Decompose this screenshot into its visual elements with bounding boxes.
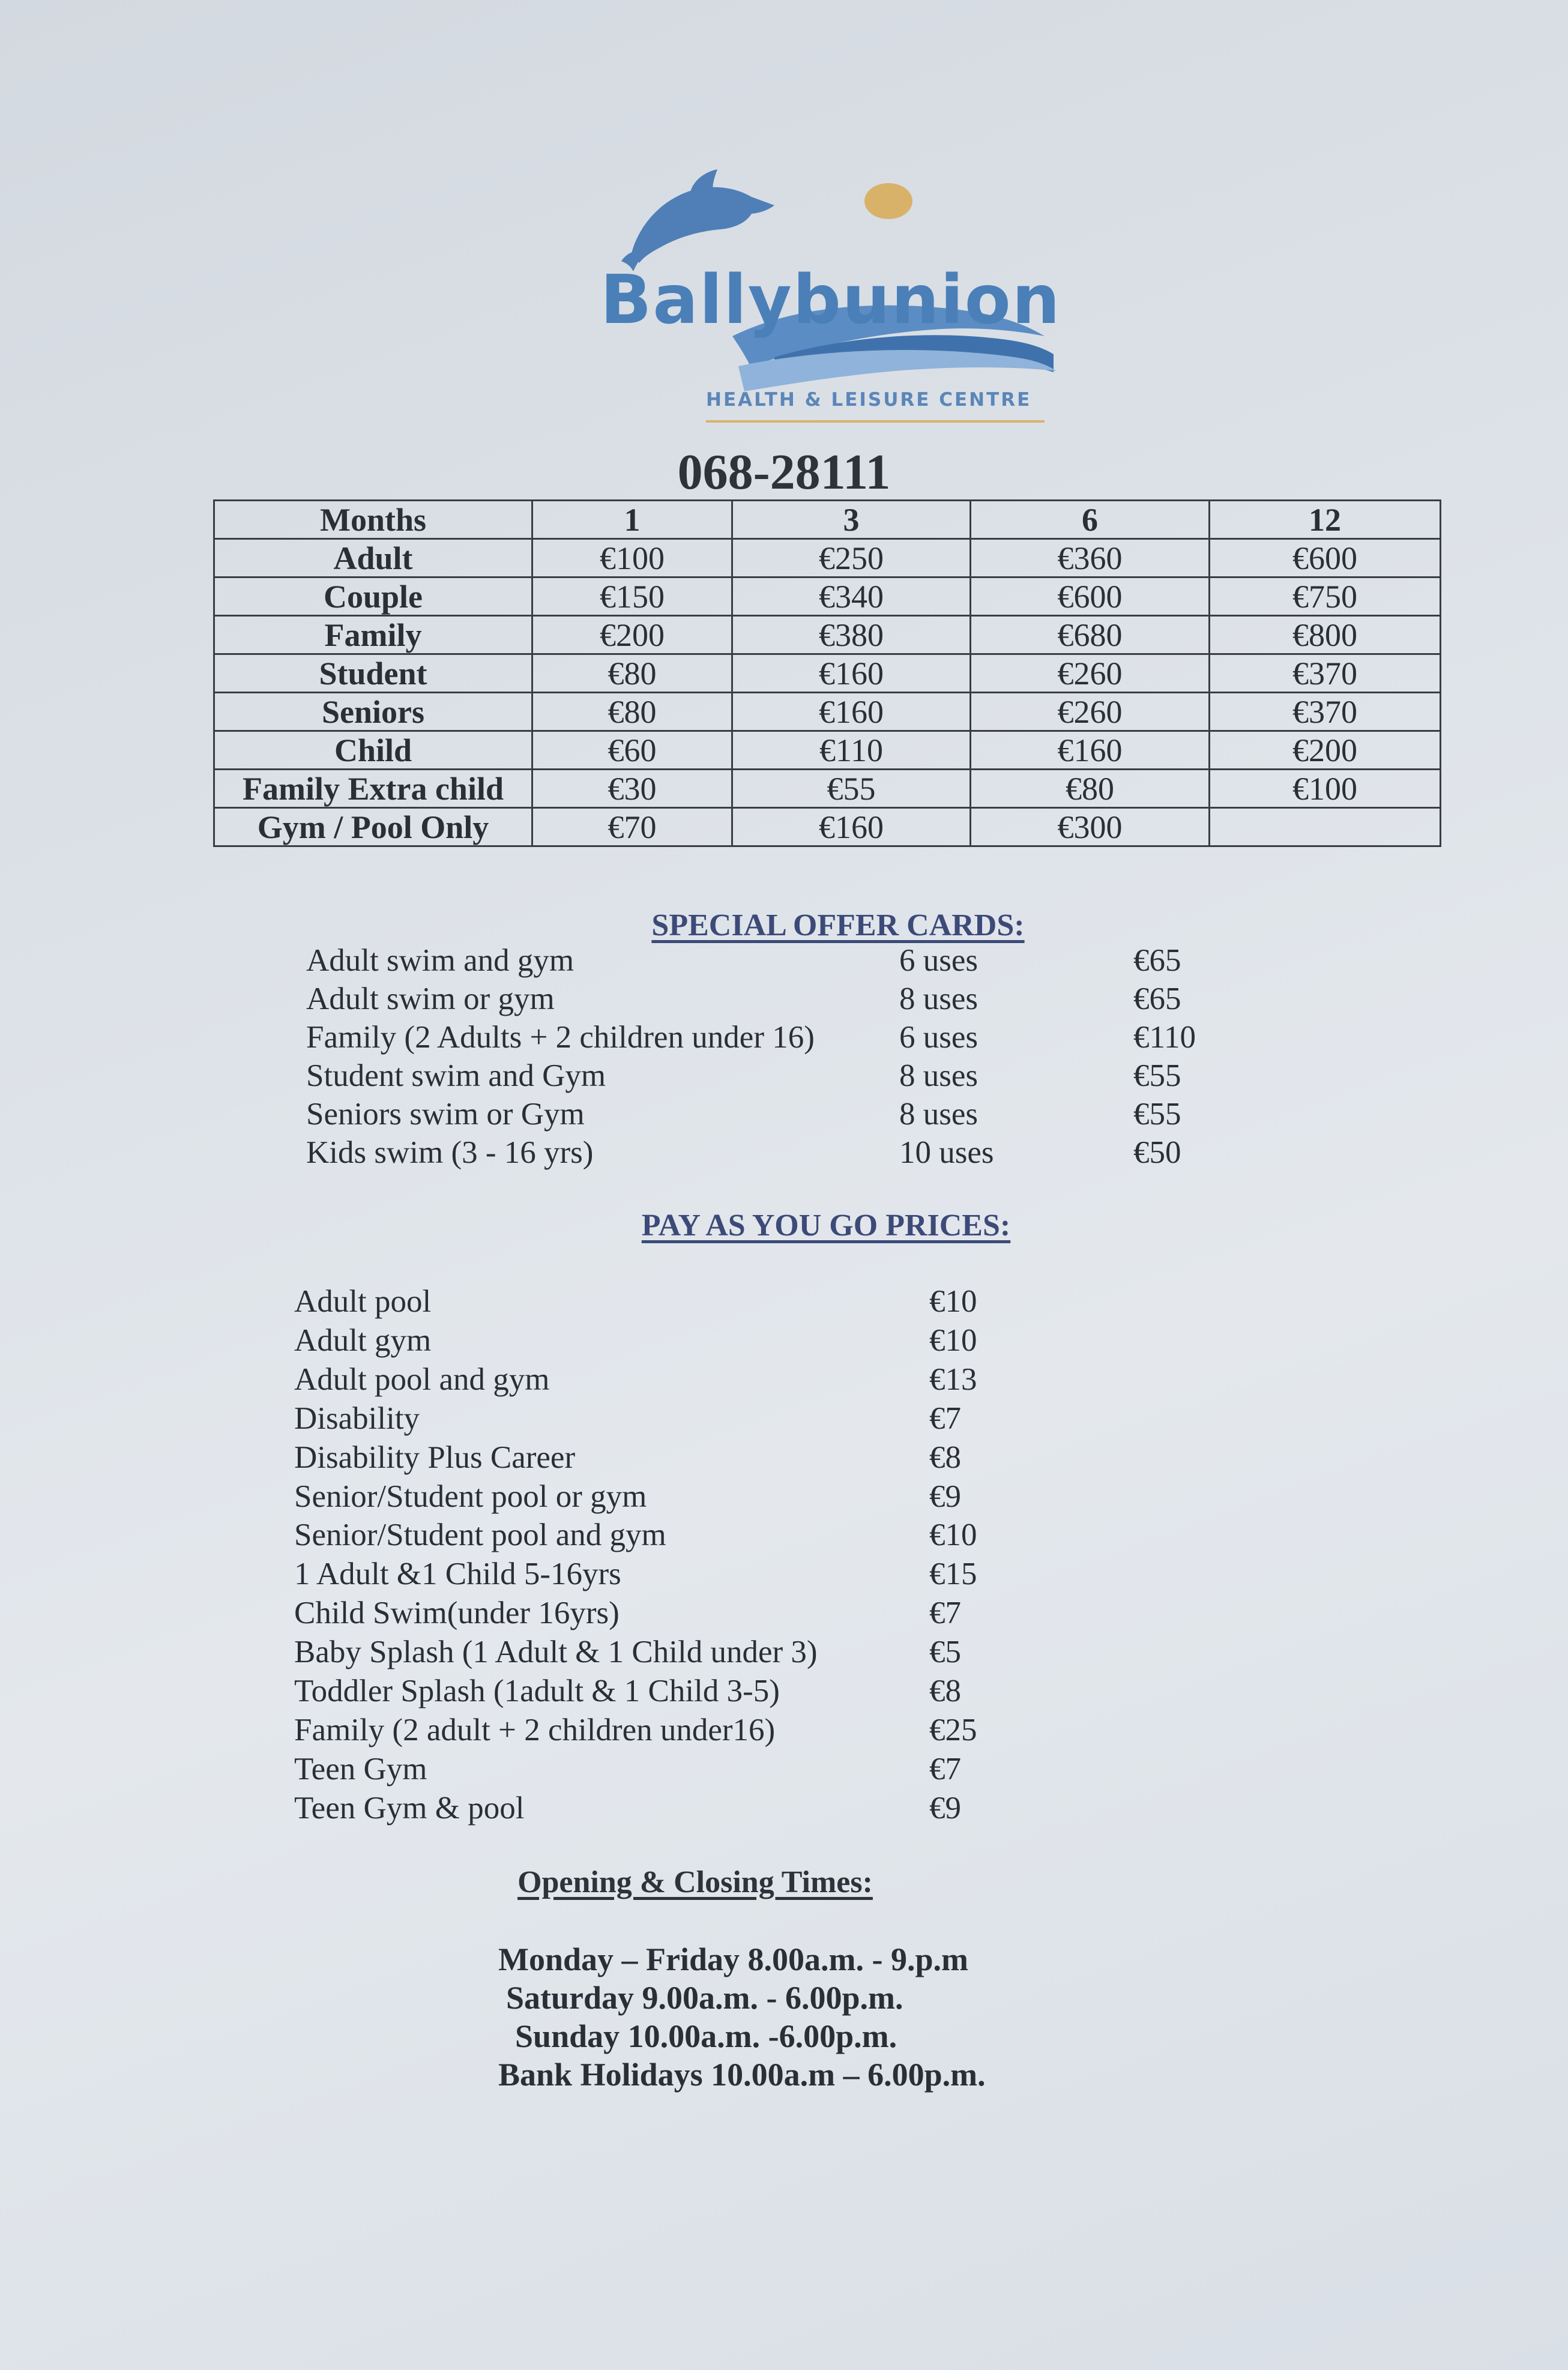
table-row	[214, 731, 1441, 770]
price-cell: €600	[971, 577, 1210, 616]
price-cell: €80	[971, 770, 1210, 808]
payg-item-price: €7	[929, 1596, 961, 1630]
phone-number: 068-28111	[677, 444, 891, 500]
payg-item-name: Adult gym	[294, 1323, 432, 1358]
payg-item-price: €9	[929, 1479, 961, 1514]
payg-item-price: €9	[929, 1791, 961, 1826]
payg-item-name: Adult pool and gym	[294, 1362, 550, 1397]
price-cell: €260	[971, 693, 1210, 731]
offer-uses: 6 uses	[899, 943, 978, 978]
table-row	[214, 539, 1441, 577]
offer-price: €50	[1133, 1135, 1181, 1170]
offer-price: €55	[1133, 1097, 1181, 1132]
price-cell: €160	[732, 654, 971, 693]
price-cell: €60	[532, 731, 732, 770]
offer-uses: 10 uses	[899, 1135, 994, 1170]
payg-item-name: Child Swim(under 16yrs)	[294, 1596, 620, 1630]
membership-price-table	[213, 499, 1441, 847]
offer-uses: 8 uses	[899, 1097, 978, 1132]
price-cell: €340	[732, 577, 971, 616]
column-header-months: 1	[532, 501, 732, 539]
offer-uses: 8 uses	[899, 1058, 978, 1093]
payg-item-name: Disability	[294, 1401, 420, 1436]
offer-price: €110	[1133, 1020, 1196, 1055]
membership-type: Child	[214, 731, 532, 770]
price-cell: €360	[971, 539, 1210, 577]
price-cell: €160	[732, 808, 971, 846]
column-header-months: 6	[971, 501, 1210, 539]
price-cell: €200	[532, 616, 732, 654]
payg-item-price: €8	[929, 1440, 961, 1475]
price-cell: €600	[1210, 539, 1441, 577]
payg-item-price: €8	[929, 1674, 961, 1708]
price-cell: €160	[971, 731, 1210, 770]
payg-item-name: Teen Gym	[294, 1752, 427, 1787]
table-row	[214, 693, 1441, 731]
special-offer-heading: SPECIAL OFFER CARDS:	[651, 908, 1025, 942]
payg-item-price: €25	[929, 1713, 977, 1747]
opening-times-heading: Opening & Closing Times:	[517, 1865, 873, 1899]
price-cell: €300	[971, 808, 1210, 846]
offer-uses: 6 uses	[899, 1020, 978, 1055]
offer-name: Student swim and Gym	[306, 1058, 606, 1093]
membership-type: Gym / Pool Only	[214, 808, 532, 846]
membership-type: Seniors	[214, 693, 532, 731]
payg-item-name: Teen Gym & pool	[294, 1791, 525, 1826]
column-header-months: 12	[1210, 501, 1441, 539]
price-cell: €680	[971, 616, 1210, 654]
membership-type: Family	[214, 616, 532, 654]
payg-item-name: Family (2 adult + 2 children under16)	[294, 1713, 776, 1747]
price-cell: €100	[1210, 770, 1441, 808]
opening-times-line: Sunday 10.00a.m. -6.00p.m.	[515, 2018, 897, 2054]
price-cell: €260	[971, 654, 1210, 693]
offer-price: €55	[1133, 1058, 1181, 1093]
table-header-row	[214, 501, 1441, 539]
logo-wordmark: Ballybunion	[600, 261, 1061, 339]
offer-name: Kids swim (3 - 16 yrs)	[306, 1135, 594, 1170]
payg-item-price: €5	[929, 1635, 961, 1669]
column-header-label: Months	[214, 501, 532, 539]
price-cell: €55	[732, 770, 971, 808]
table-row	[214, 577, 1441, 616]
price-cell: €70	[532, 808, 732, 846]
payg-item-name: Baby Splash (1 Adult & 1 Child under 3)	[294, 1635, 818, 1669]
table-row	[214, 770, 1441, 808]
payg-item-price: €10	[929, 1284, 977, 1319]
price-cell: €80	[532, 693, 732, 731]
price-cell: €160	[732, 693, 971, 731]
offer-name: Adult swim and gym	[306, 943, 574, 978]
table-row	[214, 808, 1441, 846]
payg-item-price: €7	[929, 1401, 961, 1436]
table-row	[214, 616, 1441, 654]
offer-name: Seniors swim or Gym	[306, 1097, 585, 1132]
offer-name: Family (2 Adults + 2 children under 16)	[306, 1020, 815, 1055]
payg-item-price: €10	[929, 1323, 977, 1358]
offer-uses: 8 uses	[899, 981, 978, 1016]
price-cell: €750	[1210, 577, 1441, 616]
price-cell	[1210, 808, 1441, 846]
price-cell: €250	[732, 539, 971, 577]
payg-item-name: Toddler Splash (1adult & 1 Child 3-5)	[294, 1674, 780, 1708]
offer-name: Adult swim or gym	[306, 981, 555, 1016]
payg-item-name: Senior/Student pool and gym	[294, 1518, 666, 1552]
price-cell: €30	[532, 770, 732, 808]
price-cell: €380	[732, 616, 971, 654]
payg-item-name: Senior/Student pool or gym	[294, 1479, 647, 1514]
payg-item-name: Disability Plus Career	[294, 1440, 576, 1475]
payg-item-price: €7	[929, 1752, 961, 1787]
price-cell: €370	[1210, 693, 1441, 731]
opening-times-line: Monday – Friday 8.00a.m. - 9.p.m	[498, 1941, 968, 1977]
payg-item-price: €15	[929, 1557, 977, 1591]
price-cell: €110	[732, 731, 971, 770]
payg-item-price: €13	[929, 1362, 977, 1397]
price-cell: €80	[532, 654, 732, 693]
opening-times-line: Saturday 9.00a.m. - 6.00p.m.	[506, 1980, 903, 2016]
membership-type: Family Extra child	[214, 770, 532, 808]
price-cell: €200	[1210, 731, 1441, 770]
price-cell: €150	[532, 577, 732, 616]
payg-item-name: Adult pool	[294, 1284, 432, 1319]
membership-type: Couple	[214, 577, 532, 616]
table-row	[214, 654, 1441, 693]
payg-item-name: 1 Adult &1 Child 5-16yrs	[294, 1557, 621, 1591]
membership-type: Adult	[214, 539, 532, 577]
logo-tagline: HEALTH & LEISURE CENTRE	[706, 389, 1032, 411]
price-cell: €370	[1210, 654, 1441, 693]
offer-price: €65	[1133, 943, 1181, 978]
opening-times-line: Bank Holidays 10.00a.m – 6.00p.m.	[498, 2057, 986, 2093]
pay-as-you-go-heading: PAY AS YOU GO PRICES:	[641, 1208, 1011, 1243]
price-cell: €100	[532, 539, 732, 577]
offer-price: €65	[1133, 981, 1181, 1016]
membership-type: Student	[214, 654, 532, 693]
payg-item-price: €10	[929, 1518, 977, 1552]
column-header-months: 3	[732, 501, 971, 539]
ballybunion-logo	[594, 156, 1063, 432]
price-cell: €800	[1210, 616, 1441, 654]
